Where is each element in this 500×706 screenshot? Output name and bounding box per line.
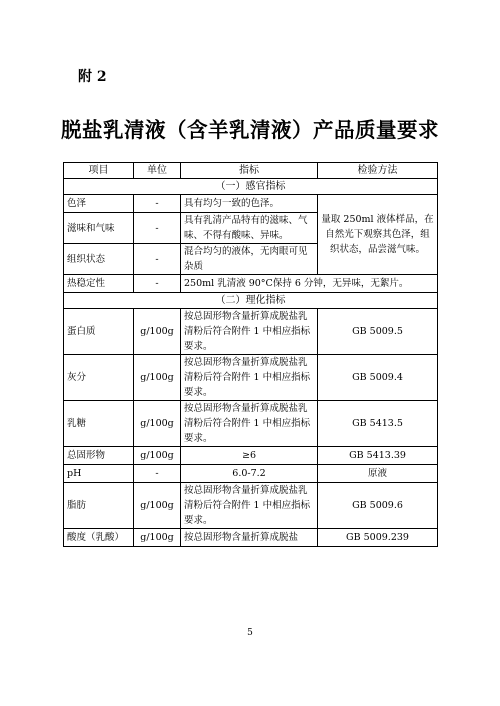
row-item: 灰分 xyxy=(64,355,134,401)
quality-requirements-table xyxy=(63,162,438,547)
row-method: GB 5009.6 xyxy=(318,483,438,529)
row-method: 原液 xyxy=(318,465,438,483)
section-header-physchem xyxy=(64,293,438,309)
row-spec: 按总固形物含量折算成脱盐乳清粉后符合附件 1 中相应指标要求。 xyxy=(181,483,318,529)
row-unit: - xyxy=(134,195,181,213)
row-item: 乳糖 xyxy=(64,401,134,447)
row-item: 总固形物 xyxy=(64,447,134,465)
row-unit: - xyxy=(134,244,181,275)
row-method: GB 5009.239 xyxy=(318,529,438,547)
table-row xyxy=(64,401,438,447)
table-row xyxy=(64,355,438,401)
section-header-sensory xyxy=(64,179,438,195)
row-unit: g/100g xyxy=(134,483,181,529)
header-spec: 指标 xyxy=(181,163,318,179)
table-header-row xyxy=(64,163,438,179)
row-spec: 按总固形物含量折算成脱盐乳清粉后符合附件 1 中相应指标要求。 xyxy=(181,401,318,447)
row-item: 酸度（乳酸） xyxy=(64,529,134,547)
table-row xyxy=(64,529,438,547)
row-item: 脂肪 xyxy=(64,483,134,529)
row-method: GB 5009.4 xyxy=(318,355,438,401)
row-unit: - xyxy=(134,275,181,293)
row-item: pH xyxy=(64,465,134,483)
header-item: 项目 xyxy=(64,163,134,179)
row-item: 热稳定性 xyxy=(64,275,134,293)
row-unit: g/100g xyxy=(134,401,181,447)
row-spec: 按总固形物含量折算成脱盐乳清粉后符合附件 1 中相应指标要求。 xyxy=(181,355,318,401)
row-spec: 混合均匀的液体，无肉眼可见杂质 xyxy=(181,244,318,275)
row-item: 组织状态 xyxy=(64,244,134,275)
row-method: GB 5009.5 xyxy=(318,309,438,355)
row-spec: 按总固形物含量折算成脱盐乳清粉后符合附件 1 中相应指标要求。 xyxy=(181,309,318,355)
page-number: 5 xyxy=(247,628,253,638)
row-unit: - xyxy=(134,213,181,244)
annex-label: 附 2 xyxy=(78,69,107,85)
row-unit: g/100g xyxy=(134,355,181,401)
document-title: 脱盐乳清液（含羊乳清液）产品质量要求 xyxy=(61,118,439,142)
table-row xyxy=(64,195,438,213)
table-row xyxy=(64,465,438,483)
row-method: GB 5413.5 xyxy=(318,401,438,447)
row-spec: 具有乳清产品特有的滋味、气味、不得有酸味、异味。 xyxy=(181,213,318,244)
row-spec: ≥6 xyxy=(181,447,318,465)
row-item: 滋味和气味 xyxy=(64,213,134,244)
section-title: （二）理化指标 xyxy=(64,293,438,309)
row-unit: - xyxy=(134,465,181,483)
row-spec: 按总固形物含量折算成脱盐 xyxy=(181,529,318,547)
sensory-method: 量取 250ml 液体样品，在自然光下观察其色泽，组织状态，品尝滋气味。 xyxy=(318,195,438,275)
table-row xyxy=(64,447,438,465)
table-row xyxy=(64,309,438,355)
row-item: 色泽 xyxy=(64,195,134,213)
table-row xyxy=(64,483,438,529)
header-method: 检验方法 xyxy=(318,163,438,179)
row-spec: 250ml 乳清液 90°C保持 6 分钟，无异味，无絮片。 xyxy=(181,275,438,293)
row-spec: 6.0-7.2 xyxy=(181,465,318,483)
row-method: GB 5413.39 xyxy=(318,447,438,465)
row-spec: 具有均匀一致的色泽。 xyxy=(181,195,318,213)
table-row xyxy=(64,275,438,293)
row-unit: g/100g xyxy=(134,447,181,465)
header-unit: 单位 xyxy=(134,163,181,179)
row-unit: g/100g xyxy=(134,309,181,355)
row-item: 蛋白质 xyxy=(64,309,134,355)
row-unit: g/100g xyxy=(134,529,181,547)
section-title: （一）感官指标 xyxy=(64,179,438,195)
